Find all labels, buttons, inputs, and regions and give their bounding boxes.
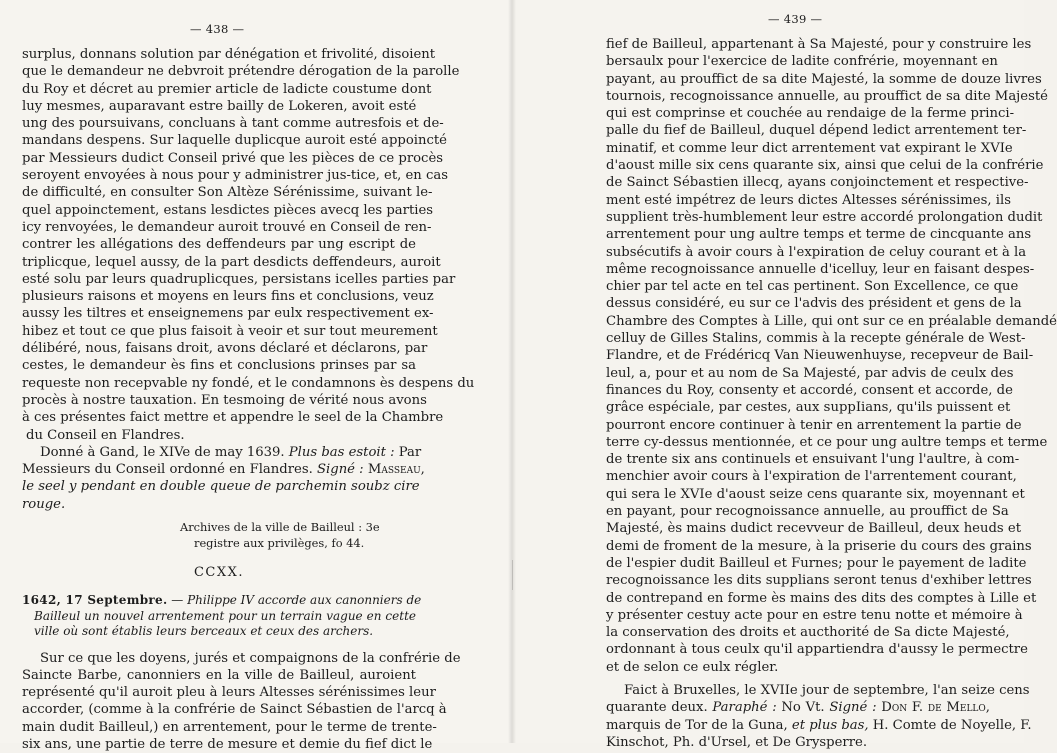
text-line: de Sainct Sébastien illecq, ayans conjoinctement et respective- — [606, 175, 1029, 191]
book-gutter — [508, 0, 516, 743]
final-line: Faict à Bruxelles, le XVIIe jour de septembre, l'an seize cens — [624, 682, 1030, 698]
text-line: tournois, recognoissance annuelle, au prouffict de sa dite Majesté — [606, 88, 1048, 104]
text-line: payant, au prouffict de sa dite Majesté, la somme de douze livres — [606, 71, 1042, 87]
text-line: délibéré, nous, faisans droit, avons déclaré et déclarons, par — [22, 341, 428, 357]
text-line: la conservation des droits et aucthorité de Sa dicte Majesté, — [606, 625, 1010, 641]
archive-source: Archives de la ville de Bailleul : 3e — [180, 520, 380, 535]
text-line: supplient très-humblement leur estre accordé prolongation dudit — [606, 209, 1043, 225]
closing-line: Donné à Gand, le XIVe de may 1639. Plus bas estoit : Par — [40, 444, 422, 460]
text-line: leul, a, pour et au nom de Sa Majesté, par advis de ceulx des — [606, 365, 1014, 381]
final-line: quarante deux. Paraphé : No Vt. Signé : Don F. de Mello, — [606, 700, 990, 716]
text-line: Sur ce que les doyens, jurés et compaignons de la confrérie de — [40, 650, 461, 666]
text-line: et de selon ce eulx régler. — [606, 659, 779, 675]
text-line: cestes, le demandeur ès fins et conclusions prinses par sa — [22, 358, 416, 374]
right-text-column — [606, 36, 1057, 751]
text-line: mandans despens. Sur laquelle duplicque auroit esté appoincté — [22, 133, 447, 149]
text-line: plusieurs raisons et moyens en leurs fins et conclusions, veuz — [22, 289, 434, 305]
text-line: surplus, donnans solution par dénégation et frivolité, disoient — [22, 47, 436, 62]
text-line: de contrepand en forme ès mains des dits des comptes à Lille et — [606, 590, 1037, 606]
text-line: de l'espier dudit Bailleul et Furnes; pour le payement de ladite — [606, 555, 1027, 571]
right-page-number: — 439 — — [768, 12, 823, 26]
text-line: seroyent envoyées à nous pour y administrer jus-tice, et, en cas — [22, 168, 449, 184]
text-line: ung des poursuivans, concluans à tant comme autresfois et de- — [22, 116, 444, 132]
text-line: du Conseil en Flandres. — [26, 427, 185, 443]
charter-summary: Bailleul un nouvel arrentement pour un terrain vague en cette — [34, 608, 416, 623]
text-line: même recognoissance annuelle d'icelluy, leur en faisant despes- — [606, 261, 1035, 277]
text-line: fief de Bailleul, appartenant à Sa Majesté, pour y construire les — [606, 37, 1032, 52]
text-line: Flandre, et de Frédéricq Van Nieuwenhuyse, recepveur de Bail- — [606, 348, 1034, 364]
left-page-number: — 438 — — [190, 22, 245, 36]
text-line: quel appoinctement, estans lesdictes pièces avecq les parties — [22, 202, 434, 218]
text-line: luy mesmes, auparavant estre bailly de Lokeren, avoit esté — [22, 98, 417, 114]
text-line: à ces présentes faict mettre et appendre le seel de la Chambre — [22, 410, 444, 426]
text-line: esté solu par leurs quadruplicques, persistans icelles parties par — [22, 271, 456, 287]
text-line: de difficulté, en consulter Son Altèze Sérénissime, suivant le- — [22, 185, 433, 201]
final-line: marquis de Tor de la Guna, et plus bas, H. Comte de Noyelle, F. — [606, 717, 1032, 733]
text-line: chier par tel acte en tel cas pertinent. Son Excellence, ce que — [606, 279, 1019, 295]
text-line: du Roy et décret au premier article de ladicte coustume dont — [22, 81, 432, 97]
text-line: hibez et tout ce que plus faisoit à veoir et sur tout meurement — [22, 323, 438, 339]
text-line: main dudit Bailleul,) en arrentement, pour le terme de trente- — [22, 719, 437, 735]
text-line: demi de froment de la mesure, à la priserie du cours des grains — [606, 538, 1032, 554]
text-line: qui est comprinse et couchée au rendaige de la ferme princi- — [606, 106, 1015, 122]
closing-line: rouge. — [22, 496, 66, 512]
text-line: arrentement pour ung aultre temps et terme de cincquante ans — [606, 227, 1032, 243]
charter-number-heading: CCXX. — [193, 565, 245, 581]
text-line: Saincte Barbe, canonniers en la ville de Bailleul, auroient — [22, 667, 416, 683]
text-line: y présenter cestuy acte pour en estre tenu notte et mémoire à — [606, 607, 1023, 623]
text-line: finances du Roy, consenty et accordé, consent et accorde, de — [606, 382, 1013, 398]
text-line: représenté qu'il auroit pleu à leurs Altesses sérénissimes leur — [22, 685, 436, 701]
text-line: menchier avoir cours à l'expiration de l'arrentement courant, — [606, 469, 1017, 485]
text-line: icy renvoyées, le demandeur auroit trouvé en Conseil de ren- — [22, 219, 432, 235]
text-line: terre cy-dessus mentionnée, et ce pour ung aultre temps et terme — [606, 434, 1048, 450]
text-line: procès à nostre tauxation. En tesmoing de vérité nous avons — [22, 392, 427, 408]
text-line: grâce espéciale, par cestes, aux suppIians, qu'ils puissent et — [606, 400, 1011, 416]
text-line: bersaulx pour l'exercice de ladite confrérie, moyennant en — [606, 54, 998, 70]
left-text-column — [22, 46, 475, 753]
text-line: par Messieurs dudict Conseil privé que les pièces de ce procès — [22, 150, 444, 166]
text-line: que le demandeur ne debvroit prétendre dérogation de la parolle — [22, 64, 460, 80]
text-line: ordonnant à tous ceulx qu'il appartiendra d'aussy le permectre — [606, 642, 1028, 658]
text-line: ment esté impétrez de leurs dictes Altesses sérénissimes, ils — [606, 192, 1011, 208]
text-line: qui sera le XVIe d'aoust seize cens quarante six, moyennant et — [606, 486, 1025, 502]
text-line: en payant, pour recognoissance annuelle, au prouffict de Sa — [606, 504, 1009, 520]
text-line: accorder, (comme à la confrérie de Sainct Sébastien de l'arcq à — [22, 702, 447, 718]
closing-line: le seel y pendant en double queue de parchemin soubz cire — [22, 479, 420, 495]
text-line: palle du fief de Bailleul, duquel dépend ledict arrentement ter- — [606, 123, 1027, 139]
final-line: Kinschot, Ph. d'Ursel, et De Grysperre. — [606, 734, 868, 750]
text-line: de trente six ans continuels et ensuivant l'ung l'aultre, à com- — [606, 452, 1020, 468]
closing-line: Messieurs du Conseil ordonné en Flandres. Signé : Masseau, — [22, 462, 425, 478]
left-page — [0, 0, 512, 752]
text-line: dessus considéré, eu sur ce l'advis des président et gens de la — [606, 296, 1022, 312]
charter-summary: ville où sont établis leurs berceaux et ceux des archers. — [34, 624, 374, 639]
text-line: recognoissance les dits supplians seront tenus d'exhiber lettres — [606, 573, 1032, 589]
text-line: contrer les allégations des deffendeurs par ung escript de — [22, 237, 416, 253]
text-line: celluy de Gilles Stalins, commis à la recepte générale de West- — [606, 331, 1026, 347]
text-line: Majesté, ès mains dudict recevveur de Bailleul, deux heuds et — [606, 521, 1021, 537]
text-line: aussy les tiltres et enseignemens par eulx respectivement ex- — [22, 306, 434, 322]
text-line: triplicque, lequel aussy, de la part desdicts deffendeurs, auroit — [22, 254, 441, 270]
text-line: requeste non recepvable ny fondé, et le condamnons ès despens du — [22, 375, 475, 391]
text-line: d'aoust mille six cens quarante six, ainsi que celui de la confrérie — [606, 158, 1044, 174]
text-line: minatif, et comme leur dict arrentement vat expirant le XVIe — [606, 140, 1013, 156]
text-line: subsécutifs à avoir cours à l'expiration de celuy courant et à la — [606, 244, 1027, 260]
text-line: pourront encore continuer à tenir en arrentement la partie de — [606, 417, 1022, 433]
text-line: six ans, une partie de terre de mesure et demie du fief dict le — [22, 737, 433, 752]
charter-summary: 1642, 17 Septembre. — Philippe IV accorde aux canonniers de — [22, 593, 422, 608]
gutter-mark — [512, 560, 513, 590]
text-line: Chambre des Comptes à Lille, qui ont sur ce en préalable demandé — [606, 313, 1057, 329]
archive-source: registre aux privilèges, fo 44. — [194, 536, 365, 551]
